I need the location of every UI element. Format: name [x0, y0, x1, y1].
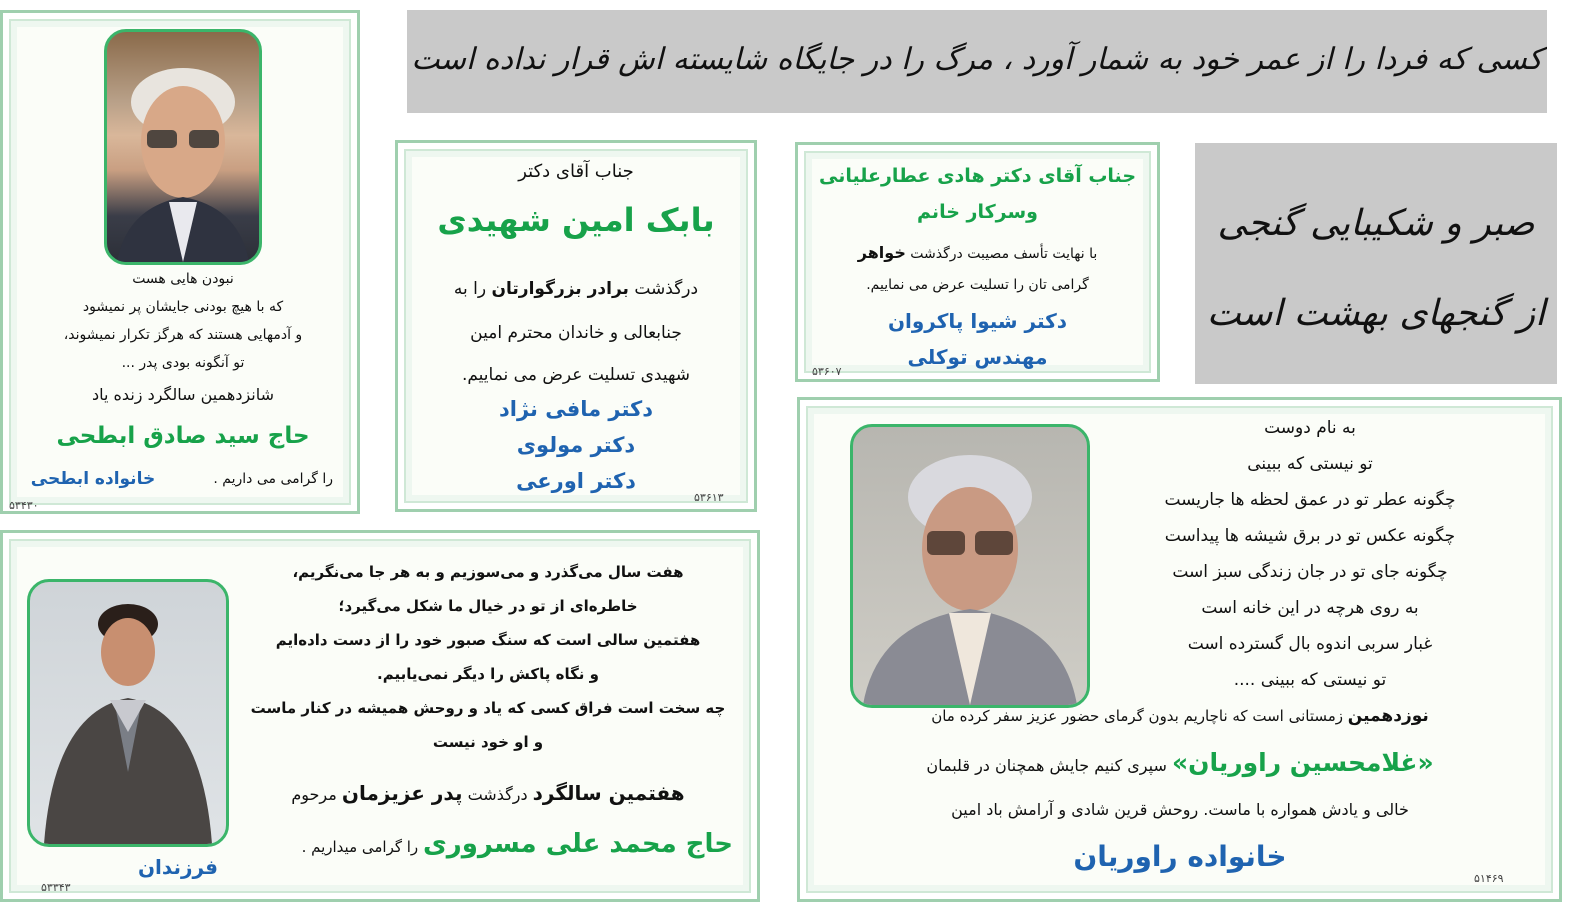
quote-banner [407, 10, 1547, 113]
portrait-figure [107, 32, 259, 262]
abtahi-closing: را گرامی می داریم . [213, 471, 333, 487]
shahidi-body-line-2: جنابعالی و خاندان محترم امین [470, 323, 682, 343]
portrait-photo-abtahi [104, 29, 262, 265]
ravarian-signature: خانواده راوریان [1073, 840, 1287, 873]
ravarian-line-1: به نام دوست [1264, 418, 1356, 438]
masrouri-line-4: و نگاه پاکش را دیگر نمی‌یابیم. [377, 665, 599, 683]
abtahi-name: حاج سید صادق ابطحی [56, 423, 310, 449]
abtahi-ad-code: ۵۳۴۳۰ [9, 499, 39, 512]
portrait-figure [853, 427, 1087, 705]
memorial-ad-masrouri [0, 530, 760, 902]
ravarian-line-9 [830, 706, 1530, 726]
quote-line-2: از گنجهای بهشت است [1206, 293, 1546, 334]
condolence-ad-attaralyani [795, 142, 1160, 382]
ravarian-line-2: تو نیستی که ببینی [1247, 454, 1373, 474]
ravarian-line-11: خالی و یادش همواره با ماست. روحش قرین شادی و آرامش باد امین [951, 800, 1409, 819]
memorial-ad-ravarian [797, 397, 1562, 902]
portrait-photo-masrouri [27, 579, 229, 847]
shahidi-body-line-3: شهیدی تسلیت عرض می نماییم. [461, 365, 691, 385]
shahidi-ad-code: ۵۳۶۱۳ [694, 491, 724, 504]
shahidi-salutation: جناب آقای دکتر [518, 161, 634, 182]
abtahi-line-4: تو آنگونه بودی پدر ... [121, 355, 245, 371]
attar-body-pre: با نهایت تأسف مصیبت درگذشت [910, 246, 1098, 262]
masrouri-line-6: و او خود نیست [432, 733, 544, 751]
shahidi-signer-1: دکتر مافی نژاد [498, 397, 654, 421]
shahidi-signer-3: دکتر اورعی [516, 469, 636, 493]
shahidi-body-bold: برادر بزرگوارتان [491, 279, 629, 299]
masrouri-anniv-post: مرحوم [291, 785, 337, 804]
abtahi-line-3: و آدمهایی هستند که هرگز تکرار نمیشوند، [63, 327, 303, 343]
masrouri-closing: را گرامی میداریم . [301, 838, 419, 856]
masrouri-line-1: هفت سال می‌گذرد و می‌سوزیم و به هر جا می‌نگریم، [292, 563, 684, 581]
banner-text: کسی که فردا را از عمر خود به شمار آورد ، مرگ را در جایگاه شایسته اش قرار نداده است [411, 42, 1543, 77]
abtahi-line-2: که با هیچ بودنی جایشان پر نمیشود [82, 299, 284, 315]
masrouri-ad-code: ۵۳۳۴۳ [41, 881, 71, 894]
ravarian-name: «غلامحسین راوریان» [1171, 748, 1434, 777]
patience-quote-box [1195, 143, 1557, 384]
ravarian-line-9-rest: زمستانی است که ناچاریم بدون گرمای حضور عزیز سفر کرده مان [931, 707, 1344, 725]
abtahi-line-5: شانزدهمین سالگرد زنده یاد [92, 385, 274, 404]
attar-signer-2: مهندس توکلی [907, 345, 1048, 369]
ravarian-line-3: چگونه عطر تو در عمق لحظه ها جاریست [1164, 490, 1456, 510]
attar-body-line-1 [798, 243, 1157, 262]
attar-signer-1: دکتر شیوا پاکروان [887, 309, 1068, 333]
masrouri-signature: فرزندان [137, 855, 219, 879]
shahidi-signer-2: دکتر مولوی [516, 433, 636, 457]
masrouri-anniv-bold-1: هفتمین سالگرد [532, 781, 685, 805]
ravarian-line-4: چگونه عکس تو در برق شیشه ها پیداست [1164, 526, 1456, 546]
masrouri-anniv-bold-2: پدر عزیزمان [341, 781, 463, 805]
ravarian-ad-code: ۵۱۴۶۹ [1474, 872, 1504, 885]
quote-line-1: صبر و شکیبایی گنجی [1217, 203, 1535, 244]
shahidi-body-line-1 [398, 279, 754, 299]
portrait-photo-ravarian [850, 424, 1090, 708]
condolence-ad-shahidi [395, 140, 757, 512]
masrouri-line-2: خاطره‌ای از تو در خیال ما شکل می‌گیرد؛ [338, 597, 638, 615]
shahidi-body-post: را به [453, 279, 487, 299]
ravarian-line-7: غبار سربی اندوه بال گسترده است [1187, 634, 1433, 654]
attar-heading-1: جناب آقای دکتر هادی عطارعلیانی [818, 165, 1137, 187]
masrouri-name-line [253, 829, 733, 859]
abtahi-signature: خانواده ابطحی [30, 469, 156, 489]
masrouri-anniversary-line [243, 781, 733, 805]
attar-heading-2: وسرکار خانم [917, 201, 1038, 223]
abtahi-line-1: نبودن هایی هست [132, 271, 234, 287]
memorial-ad-abtahi [0, 10, 360, 514]
masrouri-line-3: هفتمین سالی است که سنگ صبور خود را از دست داده‌ایم [275, 631, 701, 649]
portrait-figure [30, 582, 226, 844]
ravarian-line-5: چگونه جای تو در جان زندگی سبز است [1172, 562, 1448, 582]
masrouri-name: حاج محمد علی مسروری [422, 829, 733, 859]
shahidi-name: بابک امین شهیدی [437, 201, 715, 239]
ravarian-line-8: تو نیستی که ببینی .... [1233, 670, 1387, 690]
attar-body-line-2: گرامی تان را تسلیت عرض می نماییم. [866, 277, 1089, 293]
attar-body-bold: خواهر [857, 243, 906, 262]
masrouri-line-5: چه سخت است فراق کسی که یاد و روحش همیشه در کنار ماست [250, 699, 726, 717]
ravarian-line-10-rest: سپری کنیم جایش همچنان در قلبمان [926, 756, 1167, 775]
masrouri-anniv-mid: درگذشت [467, 785, 528, 804]
attar-ad-code: ۵۳۶۰۷ [812, 365, 842, 378]
shahidi-body-pre: درگذشت [634, 279, 699, 299]
ravarian-nineteenth: نوزدهمین [1347, 706, 1429, 726]
ravarian-line-10 [830, 748, 1530, 777]
ravarian-line-6: به روی هرچه در این خانه است [1201, 598, 1419, 618]
